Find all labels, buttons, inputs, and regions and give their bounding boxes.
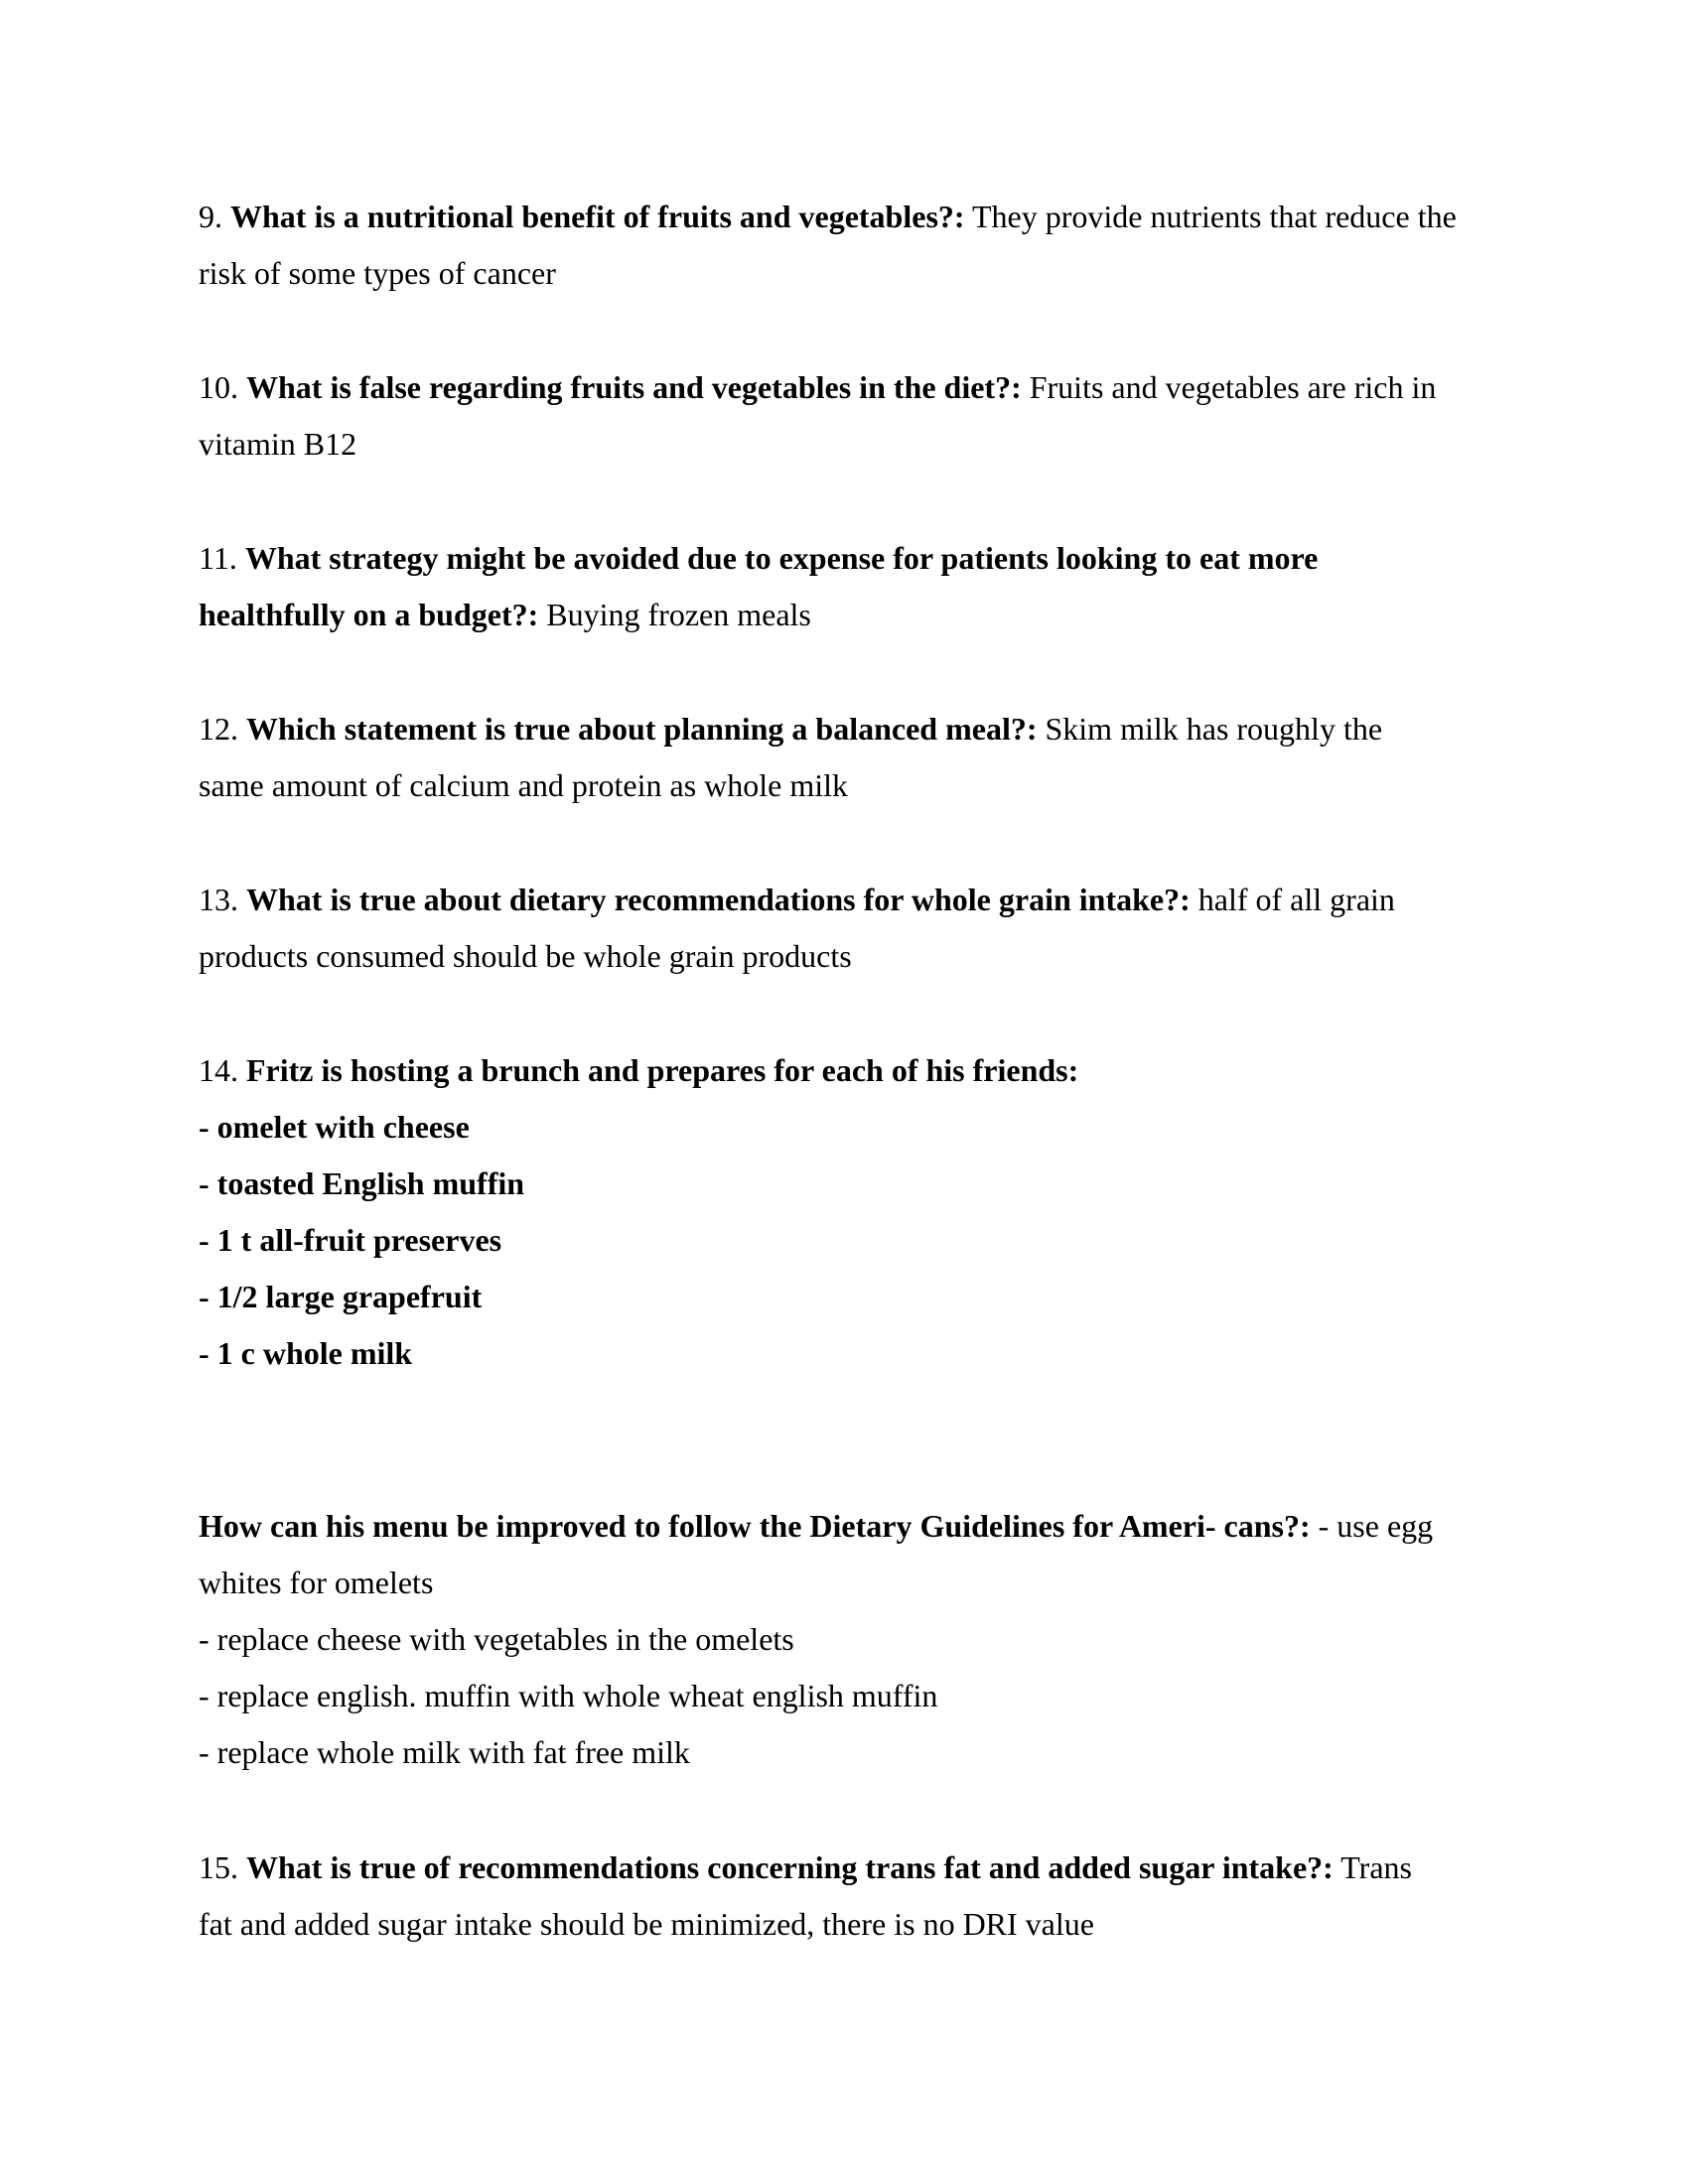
question-text: What is true of recommendations concerning trans fat and added sugar intake?:: [246, 1849, 1334, 1885]
menu-item: - 1 c whole milk: [199, 1335, 413, 1371]
question-text: What is a nutritional benefit of fruits and vegetables?:: [230, 199, 965, 234]
question-number: 13.: [199, 882, 238, 917]
question-text: What is true about dietary recommendations for whole grain intake?:: [246, 882, 1191, 917]
answer-text: Skim milk has roughly the: [1045, 711, 1383, 747]
menu-item: - 1/2 large grapefruit: [199, 1279, 483, 1314]
question-text: Fritz is hosting a brunch and prepares for each of his friends:: [246, 1052, 1079, 1088]
question-number: 15.: [199, 1849, 238, 1885]
answer-line: - replace cheese with vegetables in the omelets: [199, 1621, 794, 1657]
answer-text: Buying frozen meals: [546, 597, 811, 632]
question-10: [199, 359, 1489, 473]
question-number: 12.: [199, 711, 238, 747]
question-12: [199, 701, 1489, 814]
answer-text: vitamin B12: [199, 426, 357, 462]
question-11-line-1: [199, 530, 1489, 587]
question-15: [199, 1840, 1489, 1953]
answer-line: whites for omelets: [199, 1565, 434, 1600]
answer-text: products consumed should be whole grain products: [199, 938, 852, 974]
question-13: [199, 872, 1489, 985]
answer-line: - replace english. muffin with whole wheat english muffin: [199, 1678, 938, 1713]
question-14: [199, 1042, 1489, 1382]
answer-text: Fruits and vegetables are rich in: [1029, 369, 1437, 405]
answer-text: half of all grain: [1197, 882, 1395, 917]
question-text: What strategy might be avoided due to expense for patients looking to eat more: [244, 540, 1319, 576]
question-text: healthfully on a budget?:: [199, 597, 539, 632]
question-text: Which statement is true about planning a balanced meal?:: [246, 711, 1038, 747]
question-14-line-1: [199, 1042, 1489, 1099]
answer-text: fat and added sugar intake should be minimized, there is no DRI value: [199, 1906, 1094, 1942]
question-text: How can his menu be improved to follow the Dietary Guidelines for Ameri- cans?:: [199, 1508, 1311, 1544]
question-9-line-1: [199, 189, 1489, 245]
question-number: 11.: [199, 540, 237, 576]
menu-item: - toasted English muffin: [199, 1165, 525, 1201]
menu-item: - 1 t all-fruit preserves: [199, 1222, 502, 1258]
question-number: 14.: [199, 1052, 238, 1088]
question-11-line-2: [199, 587, 1489, 643]
followup-line-1: [199, 1498, 1489, 1555]
menu-item: - omelet with cheese: [199, 1109, 470, 1145]
question-10-line-1: [199, 359, 1489, 416]
question-text: What is false regarding fruits and vegetables in the diet?:: [246, 369, 1022, 405]
answer-text: Trans: [1340, 1849, 1412, 1885]
question-number: 9.: [199, 199, 222, 234]
question-11: [199, 530, 1489, 643]
question-14-followup: [199, 1498, 1489, 1781]
answer-line: - replace whole milk with fat free milk: [199, 1734, 690, 1770]
question-15-line-1: [199, 1840, 1489, 1896]
answer-text: same amount of calcium and protein as whole milk: [199, 767, 849, 803]
question-12-line-1: [199, 701, 1489, 757]
answer-text: risk of some types of cancer: [199, 255, 556, 291]
question-9: [199, 189, 1489, 302]
question-13-line-1: [199, 872, 1489, 928]
question-number: 10.: [199, 369, 238, 405]
answer-text: They provide nutrients that reduce the: [971, 199, 1457, 234]
answer-text: - use egg: [1318, 1508, 1434, 1544]
